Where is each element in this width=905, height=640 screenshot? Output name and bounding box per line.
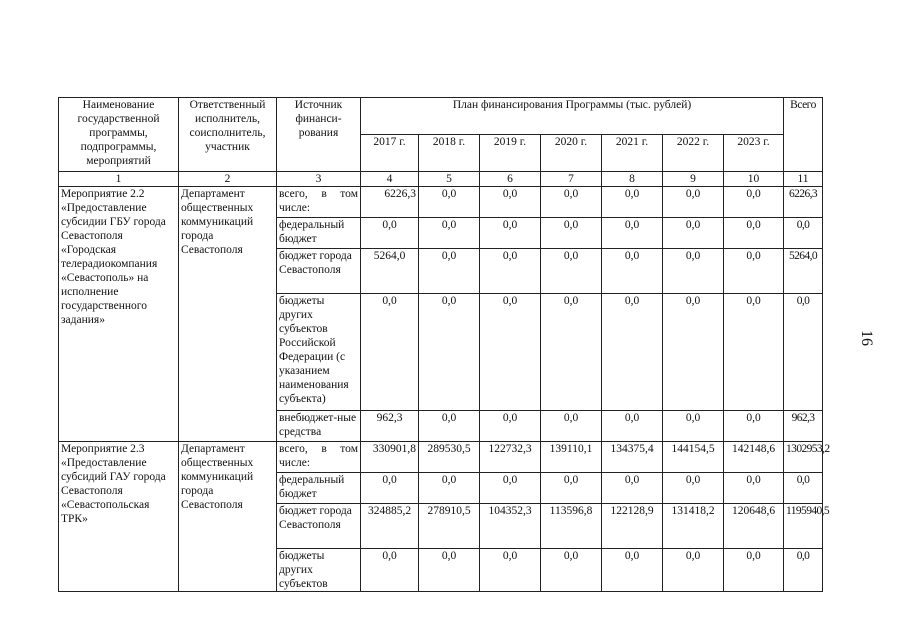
value-cell: 0,0 — [663, 187, 724, 218]
value-cell: 0,0 — [480, 549, 541, 592]
value-cell: 0,0 — [361, 218, 419, 249]
total-cell: 5264,0 — [784, 249, 823, 294]
value-cell: 0,0 — [419, 294, 480, 411]
value-cell: 0,0 — [724, 473, 784, 504]
value-cell: 0,0 — [663, 218, 724, 249]
column-number: 10 — [724, 172, 784, 187]
funding-source: бюджет города Севастополя — [277, 504, 361, 549]
value-cell: 0,0 — [541, 473, 602, 504]
funding-source: бюджет города Севастополя — [277, 249, 361, 294]
total-cell: 962,3 — [784, 411, 823, 442]
value-cell: 0,0 — [419, 187, 480, 218]
value-cell: 122128,9 — [602, 504, 663, 549]
value-cell: 0,0 — [480, 411, 541, 442]
total-cell: 0,0 — [784, 549, 823, 592]
value-cell: 6226,3 — [361, 187, 419, 218]
value-cell: 144154,5 — [663, 442, 724, 473]
measure-responsible: Департамент общественных коммуникаций города Севастополя — [179, 187, 277, 442]
value-cell: 0,0 — [541, 294, 602, 411]
value-cell: 0,0 — [541, 187, 602, 218]
value-cell: 134375,4 — [602, 442, 663, 473]
value-cell: 0,0 — [602, 473, 663, 504]
value-cell: 289530,5 — [419, 442, 480, 473]
value-cell: 120648,6 — [724, 504, 784, 549]
value-cell: 0,0 — [361, 549, 419, 592]
funding-source: всего, в том числе: — [277, 442, 361, 473]
measure-name: Мероприятие 2.3 «Предоставление субсидий ГАУ города Севастополя «Севастопольская ТРК» — [59, 442, 179, 592]
measure-name: Мероприятие 2.2 «Предоставление субсидии ГБУ города Севастополя «Городская телерадиокомпания «Севастополь» на исполнение государственного задания» — [59, 187, 179, 442]
value-cell: 0,0 — [602, 187, 663, 218]
total-cell: 0,0 — [784, 218, 823, 249]
value-cell: 0,0 — [724, 294, 784, 411]
value-cell: 0,0 — [724, 411, 784, 442]
value-cell: 0,0 — [419, 249, 480, 294]
column-number: 11 — [784, 172, 823, 187]
column-number: 7 — [541, 172, 602, 187]
value-cell: 0,0 — [361, 473, 419, 504]
header-year: 2020 г. — [541, 135, 602, 172]
value-cell: 0,0 — [541, 549, 602, 592]
measure-responsible: Департамент общественных коммуникаций города Севастополя — [179, 442, 277, 592]
value-cell: 330901,8 — [361, 442, 419, 473]
column-number: 4 — [361, 172, 419, 187]
total-cell: 0,0 — [784, 473, 823, 504]
value-cell: 0,0 — [602, 549, 663, 592]
value-cell: 962,3 — [361, 411, 419, 442]
funding-source: бюджеты других субъектов Российской Федерации (с указанием наименования субъекта) — [277, 294, 361, 411]
funding-source: внебюджет-ные средства — [277, 411, 361, 442]
header-year: 2017 г. — [361, 135, 419, 172]
value-cell: 278910,5 — [419, 504, 480, 549]
value-cell: 0,0 — [480, 187, 541, 218]
value-cell: 0,0 — [724, 249, 784, 294]
value-cell: 142148,6 — [724, 442, 784, 473]
value-cell: 0,0 — [480, 473, 541, 504]
funding-source: бюджеты других субъектов — [277, 549, 361, 592]
value-cell: 0,0 — [602, 249, 663, 294]
value-cell: 0,0 — [663, 249, 724, 294]
value-cell: 324885,2 — [361, 504, 419, 549]
funding-source: федеральный бюджет — [277, 218, 361, 249]
column-number: 5 — [419, 172, 480, 187]
value-cell: 0,0 — [663, 411, 724, 442]
value-cell: 0,0 — [602, 218, 663, 249]
value-cell: 0,0 — [541, 411, 602, 442]
value-cell: 0,0 — [480, 249, 541, 294]
header-year: 2023 г. — [724, 135, 784, 172]
funding-source: федеральный бюджет — [277, 473, 361, 504]
table-row — [59, 442, 823, 473]
column-number: 8 — [602, 172, 663, 187]
value-cell: 0,0 — [724, 218, 784, 249]
column-number: 2 — [179, 172, 277, 187]
funding-source: всего, в том числе: — [277, 187, 361, 218]
header-year: 2022 г. — [663, 135, 724, 172]
header-name: Наименование государственной программы, подпрограммы, мероприятий — [59, 98, 179, 172]
total-cell: 1302953,2 — [784, 442, 823, 473]
column-number: 1 — [59, 172, 179, 187]
value-cell: 0,0 — [480, 294, 541, 411]
value-cell: 0,0 — [419, 549, 480, 592]
header-year: 2019 г. — [480, 135, 541, 172]
total-cell: 6226,3 — [784, 187, 823, 218]
value-cell: 0,0 — [480, 218, 541, 249]
value-cell: 0,0 — [602, 411, 663, 442]
column-number: 6 — [480, 172, 541, 187]
total-cell: 1195940,5 — [784, 504, 823, 549]
value-cell: 139110,1 — [541, 442, 602, 473]
page-number: 16 — [858, 330, 875, 346]
value-cell: 0,0 — [663, 294, 724, 411]
header-plan: План финансирования Программы (тыс. рублей) — [361, 98, 784, 135]
financing-table — [58, 97, 830, 592]
value-cell: 0,0 — [724, 187, 784, 218]
value-cell: 0,0 — [724, 549, 784, 592]
value-cell: 0,0 — [419, 411, 480, 442]
value-cell: 0,0 — [602, 294, 663, 411]
header-year: 2021 г. — [602, 135, 663, 172]
value-cell: 0,0 — [419, 218, 480, 249]
value-cell: 0,0 — [419, 473, 480, 504]
total-cell: 0,0 — [784, 294, 823, 411]
table-row — [59, 187, 823, 218]
value-cell: 104352,3 — [480, 504, 541, 549]
value-cell: 122732,3 — [480, 442, 541, 473]
value-cell: 0,0 — [541, 249, 602, 294]
value-cell: 0,0 — [663, 549, 724, 592]
header-responsible: Ответственный исполнитель, соисполнитель, участник — [179, 98, 277, 172]
header-source: Источник финанси-рования — [277, 98, 361, 172]
value-cell: 113596,8 — [541, 504, 602, 549]
column-number: 3 — [277, 172, 361, 187]
value-cell: 0,0 — [361, 294, 419, 411]
value-cell: 0,0 — [663, 473, 724, 504]
value-cell: 0,0 — [541, 218, 602, 249]
column-number: 9 — [663, 172, 724, 187]
value-cell: 5264,0 — [361, 249, 419, 294]
value-cell: 131418,2 — [663, 504, 724, 549]
header-year: 2018 г. — [419, 135, 480, 172]
header-total: Всего — [784, 98, 823, 172]
